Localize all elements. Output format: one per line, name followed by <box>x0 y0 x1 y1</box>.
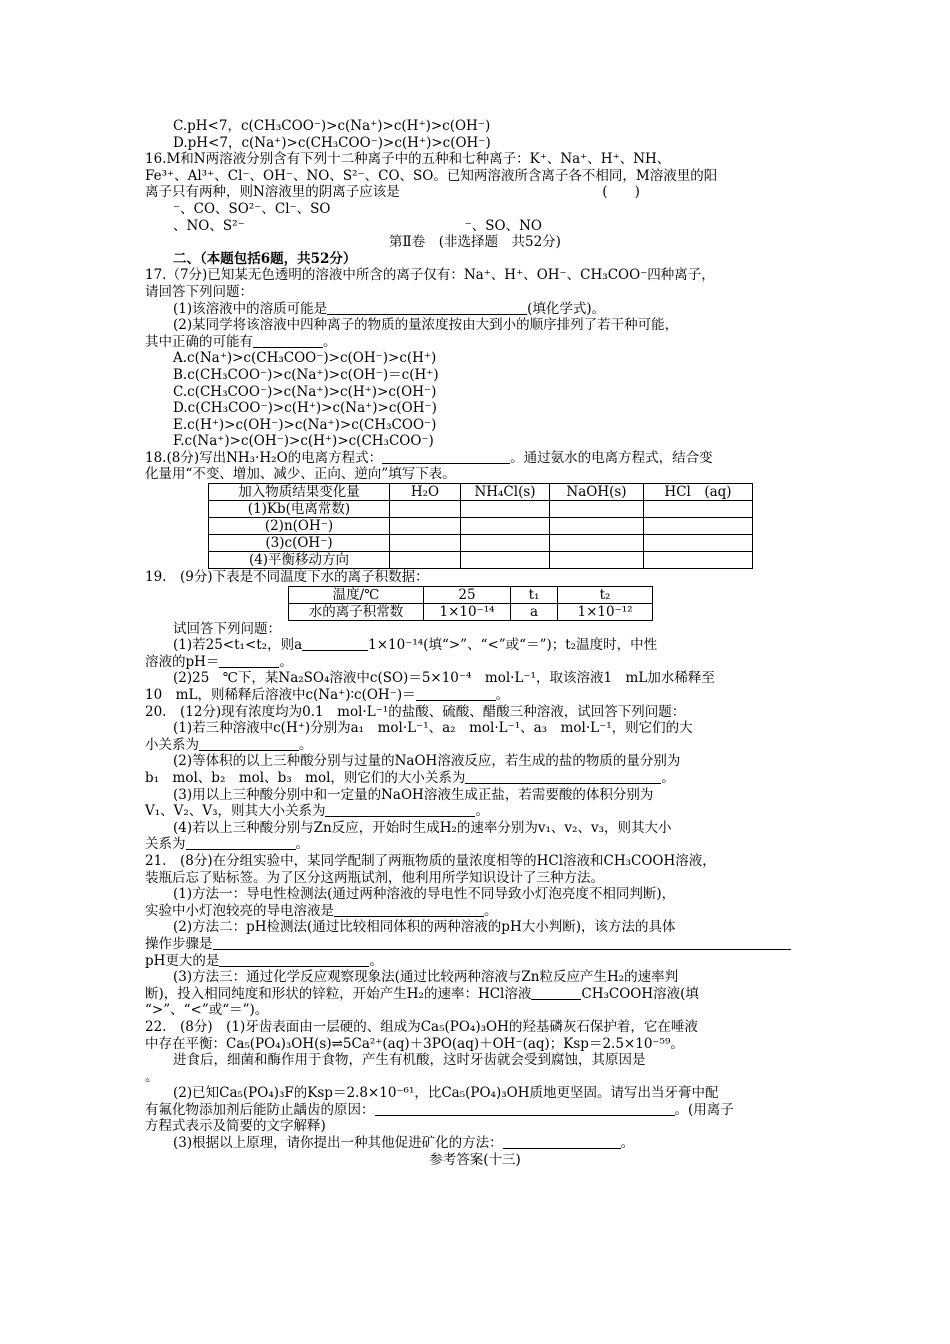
table-cell[interactable] <box>461 501 550 518</box>
q17-line-1: 17.（7分)已知某无色透明的溶液中所含的离子仅有：Na⁺、H⁺、OH⁻、CH₃COO⁻四种离子， <box>145 267 715 284</box>
table-header-row <box>209 484 753 501</box>
q22-part-2-note: 方程式表示及简要的文字解释) <box>145 1118 326 1135</box>
q21-part-1-suffix: 。 <box>484 902 498 919</box>
q15-option-c: C.pH<7，c(CH₃COO⁻)>c(Na⁺)>c(H⁺)>c(OH⁻) <box>173 118 491 134</box>
q19-part-1-text: (1)若25<t₁<t₂，则a <box>173 637 303 654</box>
q21-part-3-note: “>”、“<”或“＝”)。 <box>145 1002 269 1019</box>
q20-part-1: (1)若三种溶液中c(H⁺)分别为a₁ mol·L⁻¹、a₂ mol·L⁻¹、a₃ mol·L⁻¹，则它们的大 <box>173 720 693 737</box>
q20-part-2-text: b₁ mol、b₂ mol、b₃ mol，则它们的大小关系为 <box>145 770 466 786</box>
answer-blank[interactable] <box>382 450 510 464</box>
q16-option-c-text: 、NO、S²⁻ <box>173 217 245 234</box>
q17-option-a: A.c(Na⁺)>c(CH₃COO⁻)>c(OH⁻)>c(H⁺) <box>173 350 437 367</box>
q16-option-d-text: ⁻、SO、NO <box>464 217 542 234</box>
q17-part-2: (2)某同学将该溶液中四种离子的物质的量浓度按由大到小的顺序排列了若干种可能， <box>173 317 679 334</box>
q20-part-4-cont <box>145 836 805 853</box>
table-header-cell: H₂O <box>390 484 461 501</box>
table-cell[interactable] <box>644 501 753 518</box>
q16-line-2: Fe³⁺、Al³⁺、Cl⁻、OH⁻、NO、S²⁻、CO、SO。已知两溶液所含离子各不相同，M溶液里的阳 <box>145 167 718 184</box>
q20-part-4-text: 关系为 <box>145 836 186 853</box>
q20-part-1-text: 小关系为 <box>145 736 199 753</box>
table-row <box>289 586 653 603</box>
q22-part-2-suffix: 。(用离子 <box>674 1101 734 1118</box>
q19-part-2-cont <box>145 687 805 704</box>
table-header-cell: 加入物质结果变化量 <box>209 484 390 501</box>
table-row <box>289 603 653 620</box>
table-cell: t₁ <box>511 586 558 603</box>
table-row <box>209 535 753 552</box>
q16-option-ab: ⁻、CO、SO²⁻、Cl⁻、SO <box>173 200 331 217</box>
q20-part-2-cont <box>145 770 805 787</box>
q22-part-2: (2)已知Ca₅(PO₄)₃F的Ksp＝2.8×10⁻⁶¹，比Ca₅(PO₄)₃OH质地更坚固。请写出当牙膏中配 <box>173 1085 719 1102</box>
q21-steps-text: 操作步骤是 <box>145 935 213 952</box>
table-header-cell: NaOH(s) <box>550 484 644 501</box>
answer-blank[interactable] <box>325 803 475 817</box>
table-cell: 水的离子积常数 <box>289 603 424 620</box>
q21-part-2: (2)方法二：pH检测法(通过比较相同体积的两种溶液的pH大小判断)，该方法的具体 <box>173 919 676 936</box>
table-row-label: (4)平衡移动方向 <box>209 552 390 569</box>
q17-option-f: F.c(Na⁺)>c(OH⁻)>c(H⁺)>c(CH₃COO⁻) <box>173 433 434 450</box>
answer-blank[interactable] <box>253 334 323 348</box>
table-cell[interactable] <box>461 552 550 569</box>
q19-part-1 <box>145 637 805 654</box>
q21-part-2-ph <box>145 953 805 970</box>
answer-key-title: 参考答案(十三) <box>429 1151 521 1168</box>
table-cell[interactable] <box>644 535 753 552</box>
q18-line-1 <box>145 450 805 467</box>
q17-part-2-text: 其中正确的可能有 <box>145 333 253 350</box>
table-cell[interactable] <box>461 535 550 552</box>
answer-blank[interactable] <box>416 687 496 701</box>
q17-part-1-text: (1)该溶液中的溶质可能是 <box>173 300 328 317</box>
q17-line-2: 请回答下列问题： <box>145 283 253 300</box>
table-row-label: (1)Kb(电离常数) <box>209 501 390 518</box>
q22-line-2: 中存在平衡：Ca₅(PO₄)₃OH(s)⇌5Ca²⁺(aq)＋3PO(aq)＋OH⁻(aq)；Ksp＝2.5×10⁻⁵⁹。 <box>145 1035 684 1052</box>
q21-line-1: 21. (8分)在分组实验中，某同学配制了两瓶物质的量浓度相等的HCl溶液和CH₃COOH溶液， <box>145 852 716 869</box>
q16-option-cd <box>145 218 805 235</box>
q20-part-1-cont <box>145 737 805 754</box>
q18-line-2: 化量用“不变、增加、减少、正向、逆向”填写下表。 <box>145 466 456 483</box>
q19-part-1-cont <box>145 654 805 671</box>
q20-line-1: 20. (12分)现有浓度均为0.1 mol·L⁻¹的盐酸、硫酸、醋酸三种溶液，试回答下列问题： <box>145 703 686 720</box>
table-cell[interactable] <box>461 518 550 535</box>
q20-part-1-suffix: 。 <box>299 736 313 753</box>
q17-part-1 <box>145 301 805 318</box>
table-row <box>209 501 753 518</box>
table-row <box>209 552 753 569</box>
answer-blank[interactable] <box>465 770 661 784</box>
q21-rate-text: 断)，投入相同纯度和形状的锌粒，开始产生H₂的速率：HCl溶液 <box>145 985 532 1002</box>
q20-part-4-suffix: 。 <box>295 836 309 853</box>
q19-part-2: (2)25 ℃下，某Na₂SO₄溶液中c(SO)＝5×10⁻⁴ mol·L⁻¹，取该溶液1 mL加水稀释至 <box>173 670 715 687</box>
answer-blank[interactable] <box>503 1135 621 1149</box>
answer-blank[interactable] <box>531 986 581 1000</box>
q18-text-cont: 。通过氨水的电离方程式，结合变 <box>510 449 713 466</box>
table-cell[interactable] <box>550 518 644 535</box>
table-header-cell: HCl (aq) <box>644 484 753 501</box>
q16-line-1: 16.M和N两溶液分别含有下列十二种离子中的五种和七种离子：K⁺、Na⁺、H⁺、NH、 <box>145 151 671 168</box>
q20-part-3: (3)用以上三种酸分别中和一定量的NaOH溶液生成正盐，若需要酸的体积分别为 <box>173 786 654 803</box>
answer-blank[interactable] <box>327 301 527 315</box>
table-cell: 温度/℃ <box>289 586 424 603</box>
q22-part-3-text: (3)根据以上原理，请你提出一种其他促进矿化的方法： <box>173 1135 503 1152</box>
q20-part-4: (4)若以上三种酸分别与Zn反应，开始时生成H₂的速率分别为v₁、v₂、v₃，则其大小 <box>173 819 672 836</box>
q21-ph-text: pH更大的是 <box>145 952 220 969</box>
water-ion-product-table <box>288 586 653 621</box>
q19-line-1: 19. (9分)下表是不同温度下水的离子积数据： <box>145 569 429 586</box>
q22-line-3: 进食后，细菌和酶作用于食物，产生有机酸，这时牙齿就会受到腐蚀，其原因是 <box>173 1052 646 1069</box>
answer-blank[interactable] <box>375 1102 675 1116</box>
exam-page <box>145 118 805 1168</box>
table-cell: 1×10⁻¹⁴ <box>424 603 511 620</box>
table-cell[interactable] <box>644 552 753 569</box>
q19-line-2: 试回答下列问题： <box>173 620 281 637</box>
q22-line-1: 22. (8分) (1)牙齿表面由一层硬的、组成为Ca₅(PO₄)₃OH的羟基磷灰石保护着，它在唾液 <box>145 1018 698 1035</box>
table-row-label: (2)n(OH⁻) <box>209 518 390 535</box>
table-cell[interactable] <box>550 535 644 552</box>
q19-ph-text: 溶液的pH＝ <box>145 653 220 670</box>
q16-line-3: 离子只有两种，则N溶液里的阴离子应该是 ( ) <box>145 184 640 201</box>
q19-ratio-text: 10 mL，则稀释后溶液中c(Na⁺)∶c(OH⁻)＝ <box>145 687 416 704</box>
q20-part-2-suffix: 。 <box>661 770 675 786</box>
table-cell: 1×10⁻¹² <box>558 603 653 620</box>
q20-part-3-text: V₁、V₂、V₃，则其大小关系为 <box>145 803 326 820</box>
q20-part-2: (2)等体积的以上三种酸分别与过量的NaOH溶液反应，若生成的盐的物质的量分别为 <box>173 753 681 770</box>
q17-part-1-suffix: (填化学式)。 <box>527 300 606 317</box>
q15-option-d: D.pH<7，c(Na⁺)>c(CH₃COO⁻)>c(H⁺)>c(OH⁻) <box>173 134 491 151</box>
table-cell[interactable] <box>390 552 461 569</box>
table-row-label: (3)c(OH⁻) <box>209 535 390 552</box>
part-two-title: 第Ⅱ卷 (非选择题 共52分) <box>389 234 561 251</box>
section-two-heading: 二、（本题包括6题，共52分） <box>173 250 357 267</box>
q22-part-3 <box>145 1135 805 1152</box>
table-cell[interactable] <box>550 552 644 569</box>
q21-part-2-cont <box>145 936 805 953</box>
q17-part-2-suffix: 。 <box>323 333 337 350</box>
q21-ph-suffix: 。 <box>369 952 383 969</box>
table-cell[interactable] <box>550 501 644 518</box>
q22-part-3-suffix: 。 <box>620 1135 635 1152</box>
answer-blank[interactable] <box>302 637 368 651</box>
q20-part-3-cont <box>145 803 805 820</box>
q21-part-1: (1)方法一：导电性检测法(通过两种溶液的导电性不同导致小灯泡亮度不相同判断)， <box>173 886 676 903</box>
answer-blank[interactable] <box>186 836 296 850</box>
q17-option-d: D.c(CH₃COO⁻)>c(H⁺)>c(Na⁺)>c(OH⁻) <box>173 400 437 417</box>
q21-part-3: (3)方法三：通过化学反应观察现象法(通过比较两种溶液与Zn粒反应产生H₂的速率判 <box>173 969 679 986</box>
q21-line-2: 装瓶后忘了贴标签。为了区分这两瓶试剂，他利用所学知识设计了三种方法。 <box>145 869 604 886</box>
q17-option-c: C.c(CH₃COO⁻)>c(Na⁺)>c(H⁺)>c(OH⁻) <box>173 383 437 400</box>
table-cell[interactable] <box>390 518 461 535</box>
q21-part-3-cont <box>145 986 805 1003</box>
q21-part-1-text: 实验中小灯泡较亮的导电溶液是 <box>145 902 334 919</box>
answer-blank[interactable] <box>334 903 484 917</box>
q22-line-4: 。 <box>145 1068 159 1085</box>
table-cell[interactable] <box>644 518 753 535</box>
table-cell[interactable] <box>390 501 461 518</box>
table-cell: t₂ <box>558 586 653 603</box>
q20-part-3-suffix: 。 <box>475 803 489 820</box>
q19-ph-suffix: 。 <box>279 653 293 670</box>
q17-part-2-cont <box>145 334 805 351</box>
table-cell: 25 <box>424 586 511 603</box>
table-header-cell: NH₄Cl(s) <box>461 484 550 501</box>
table-cell: a <box>511 603 558 620</box>
answer-blank[interactable] <box>213 936 791 950</box>
q19-part-1-suffix: 1×10⁻¹⁴(填“>”、“<”或“＝”)；t₂温度时，中性 <box>368 637 658 654</box>
q22-part-2-cont <box>145 1102 805 1119</box>
answer-blank[interactable] <box>219 654 279 668</box>
q22-part-2-text: 有氟化物添加剂后能防止龋齿的原因： <box>145 1101 375 1118</box>
q18-text: 18.(8分)写出NH₃·H₂O的电离方程式： <box>145 449 383 466</box>
q17-option-e: E.c(H⁺)>c(OH⁻)>c(Na⁺)>c(CH₃COO⁻) <box>173 416 437 433</box>
ionization-change-table <box>208 483 753 569</box>
table-row <box>209 518 753 535</box>
answer-blank[interactable] <box>219 953 369 967</box>
table-cell[interactable] <box>390 535 461 552</box>
q17-option-b: B.c(CH₃COO⁻)>c(Na⁺)>c(OH⁻)＝c(H⁺) <box>173 366 439 383</box>
q21-part-1-cont <box>145 903 805 920</box>
answer-blank[interactable] <box>199 737 299 751</box>
q19-ratio-suffix: 。 <box>495 687 510 704</box>
q21-rate-suffix: CH₃COOH溶液(填 <box>581 985 699 1002</box>
